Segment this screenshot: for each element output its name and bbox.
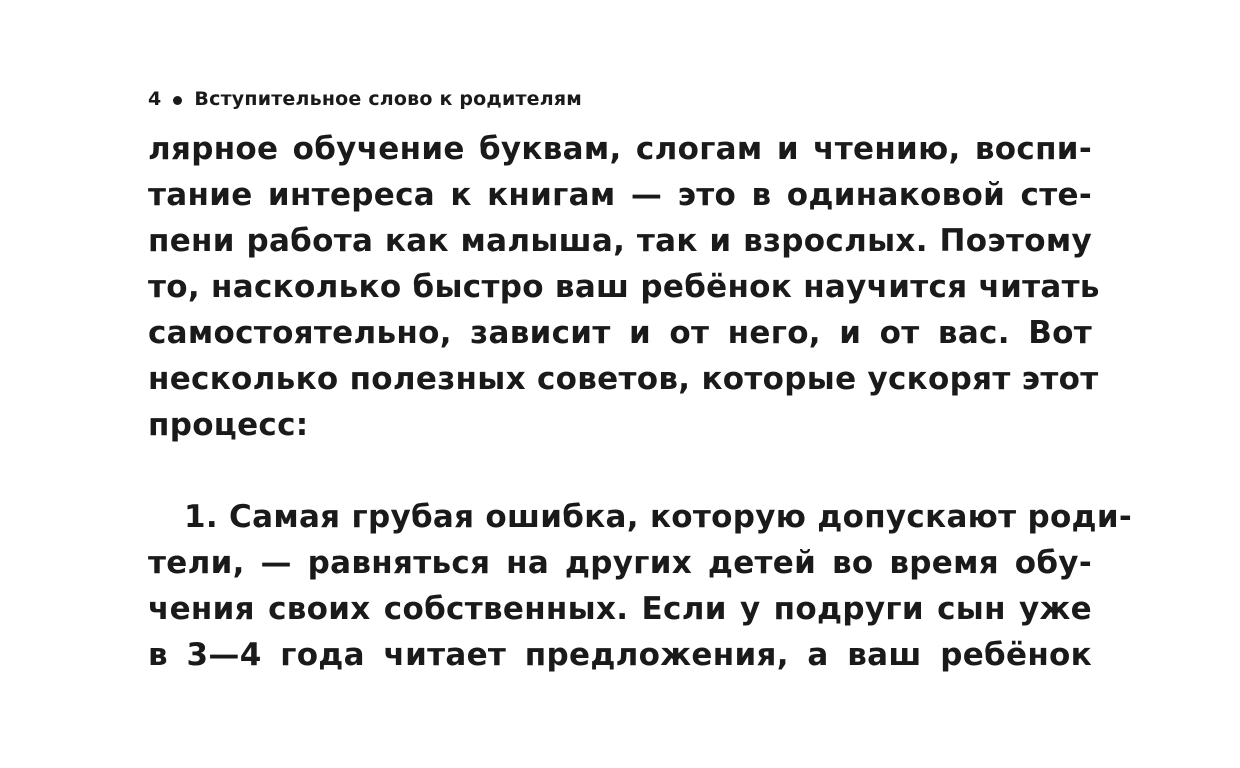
text-line: пени работа как малыша, так и взрослых. Поэтому <box>148 223 1092 259</box>
paragraph-gap <box>148 448 1092 494</box>
text-line: лярное обучение буквам, слогам и чтению, воспи- <box>148 131 1092 167</box>
text-line: несколько полезных советов, которые ускорят этот <box>148 361 1099 397</box>
list-item-number: 1. <box>184 499 218 535</box>
list-item-text: Самая грубая ошибка, которую допускают роди- <box>229 499 1133 535</box>
chapter-title: Вступительное слово к родителям <box>194 88 583 110</box>
book-page <box>148 0 1133 768</box>
text-line: тели, — равняться на других детей во время обу- <box>148 545 1092 581</box>
text-line: чения своих собственных. Если у подруги сын уже <box>148 591 1092 627</box>
text-line: процесс: <box>148 407 309 443</box>
page-number: 4 <box>148 88 162 110</box>
list-item-first-line <box>148 494 1133 540</box>
bullet-icon <box>173 96 182 105</box>
running-header <box>148 86 582 112</box>
text-line: тание интереса к книгам — это в одинаковой сте- <box>148 177 1092 213</box>
text-line: то, насколько быстро ваш ребёнок научится читать <box>148 269 1100 305</box>
text-line: самостоятельно, зависит и от него, и от вас. Вот <box>148 315 1092 351</box>
body-text <box>148 126 1133 678</box>
text-line: в 3—4 года читает предложения, а ваш ребёнок <box>148 637 1092 673</box>
